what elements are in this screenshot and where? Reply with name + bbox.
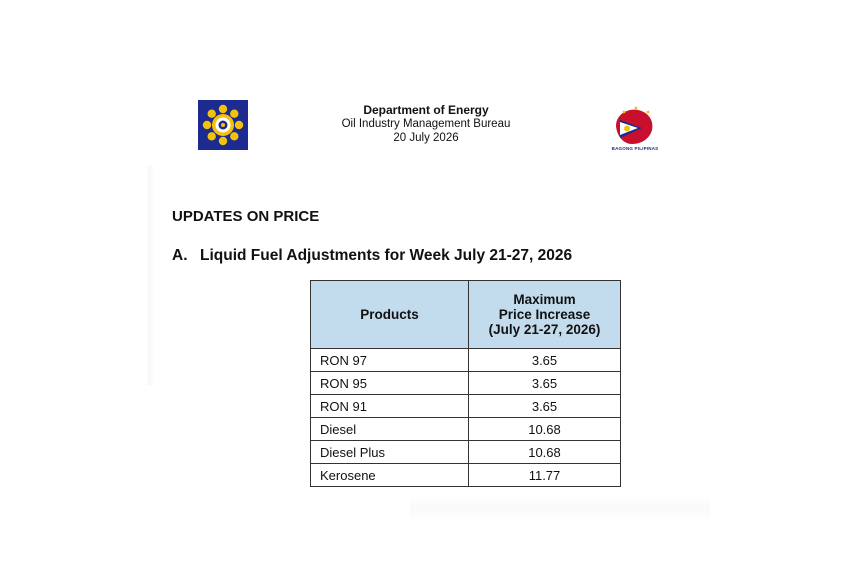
table-row: [311, 349, 621, 372]
column-header-price-increase: [469, 281, 621, 349]
bagong-pilipinas-caption: BAGONG PILIPINAS: [611, 146, 659, 151]
column-header-products: Products: [311, 281, 469, 349]
table-header-row: [311, 281, 621, 349]
scan-artifact-bottom: [410, 496, 710, 522]
product-cell: Kerosene: [311, 464, 469, 487]
document-date: 20 July 2026: [393, 132, 459, 144]
price-cell: 11.77: [469, 464, 621, 487]
price-cell: 3.65: [469, 372, 621, 395]
price-cell: 10.68: [469, 441, 621, 464]
bureau-name: Oil Industry Management Bureau: [341, 118, 511, 130]
product-cell: RON 95: [311, 372, 469, 395]
table-row: [311, 372, 621, 395]
header-line: (July 21-27, 2026): [488, 322, 601, 337]
table-row: [311, 395, 621, 418]
table-row: [311, 441, 621, 464]
price-table: [310, 280, 621, 487]
price-cell: 3.65: [469, 395, 621, 418]
subsection-heading: [172, 247, 572, 265]
table-row: [311, 418, 621, 441]
product-cell: RON 97: [311, 349, 469, 372]
header-line: Price Increase: [498, 307, 591, 322]
section-title: UPDATES ON PRICE: [172, 208, 320, 225]
price-cell: 10.68: [469, 418, 621, 441]
product-cell: Diesel Plus: [311, 441, 469, 464]
agency-name: Department of Energy: [363, 103, 489, 117]
doe-seal-icon: [198, 100, 248, 150]
header-line: Maximum: [513, 292, 576, 307]
subsection-letter: A.: [172, 247, 188, 264]
subsection-title: Liquid Fuel Adjustments for Week July 21-27, 2026: [200, 247, 573, 264]
price-cell: 3.65: [469, 349, 621, 372]
document-header: [300, 103, 552, 145]
table-row: [311, 464, 621, 487]
scan-artifact-left: [146, 165, 154, 385]
product-cell: Diesel: [311, 418, 469, 441]
product-cell: RON 91: [311, 395, 469, 418]
